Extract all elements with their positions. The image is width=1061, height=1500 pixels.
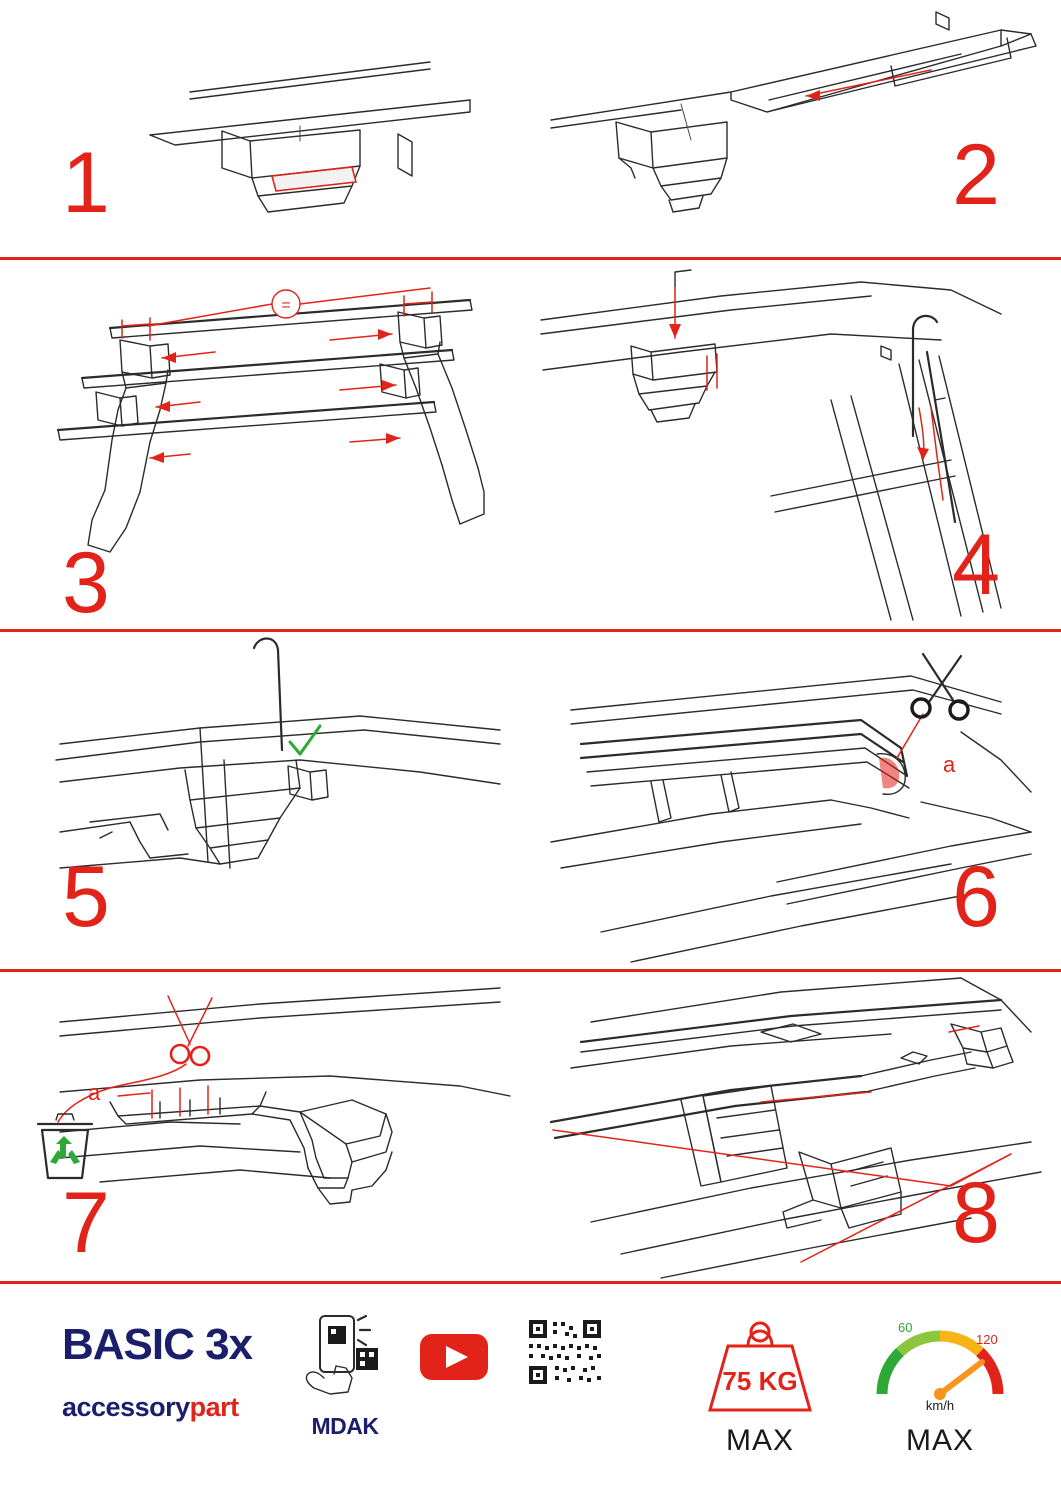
company-name — [62, 1392, 282, 1423]
step-1-panel — [0, 0, 531, 257]
mdak-label-p1: MD — [311, 1413, 347, 1439]
speed-tick-high: 120 — [976, 1332, 998, 1347]
step-row-2 — [0, 260, 1061, 632]
ipqi-logo — [400, 1328, 510, 1365]
hand-phone-qr-icon — [290, 1312, 400, 1398]
qr-code-icon[interactable] — [505, 1314, 625, 1390]
step-8-number: 8 — [952, 1165, 999, 1261]
step-6-number: 6 — [952, 849, 999, 945]
mdak-logo — [290, 1312, 400, 1440]
youtube-play-icon[interactable] — [400, 1328, 510, 1386]
step-4-panel — [531, 260, 1061, 629]
step-2-panel — [531, 0, 1061, 257]
label-a-step7: a — [88, 1080, 101, 1105]
step-7-panel — [0, 972, 531, 1281]
step-5-number: 5 — [62, 849, 109, 945]
step-7-number: 7 — [62, 1175, 109, 1271]
step-row-1 — [0, 0, 1061, 260]
step-1-number: 1 — [62, 135, 109, 231]
speed-unit: km/h — [925, 1398, 955, 1413]
product-name-suffix: x — [228, 1320, 253, 1369]
max-load-caption: MAX — [725, 1424, 794, 1457]
speedometer-icon — [860, 1298, 1020, 1422]
mdak-label — [290, 1413, 400, 1440]
speed-tick-low: 60 — [898, 1320, 913, 1335]
company-name-part2: part — [189, 1392, 239, 1422]
svg-text:=: = — [281, 297, 291, 314]
mdak-label-p3: K — [362, 1413, 379, 1439]
step-8-panel — [531, 972, 1061, 1281]
step-row-3 — [0, 632, 1061, 972]
footer-bar — [0, 1284, 1061, 1500]
weight-icon — [670, 1302, 850, 1422]
step-row-4 — [0, 972, 1061, 1284]
max-speed-caption: MAX — [905, 1424, 974, 1457]
brand-block — [62, 1320, 282, 1423]
step-6-panel — [531, 632, 1061, 969]
product-name-text: BASIC 3 — [62, 1320, 229, 1369]
step-3-number: 3 — [62, 535, 109, 631]
step-4-number: 4 — [952, 517, 999, 613]
scissors-icon — [912, 654, 968, 719]
product-name — [62, 1320, 282, 1370]
company-name-part1: accessory — [62, 1392, 190, 1422]
mdak-label-p2: A — [346, 1413, 363, 1439]
max-load-value: 75 KG — [722, 1366, 798, 1396]
step-2-number: 2 — [952, 127, 999, 223]
apline-logo — [505, 1314, 625, 1351]
label-a-step6: a — [942, 752, 955, 777]
step-5-panel — [0, 632, 531, 969]
step-3-panel — [0, 260, 531, 629]
